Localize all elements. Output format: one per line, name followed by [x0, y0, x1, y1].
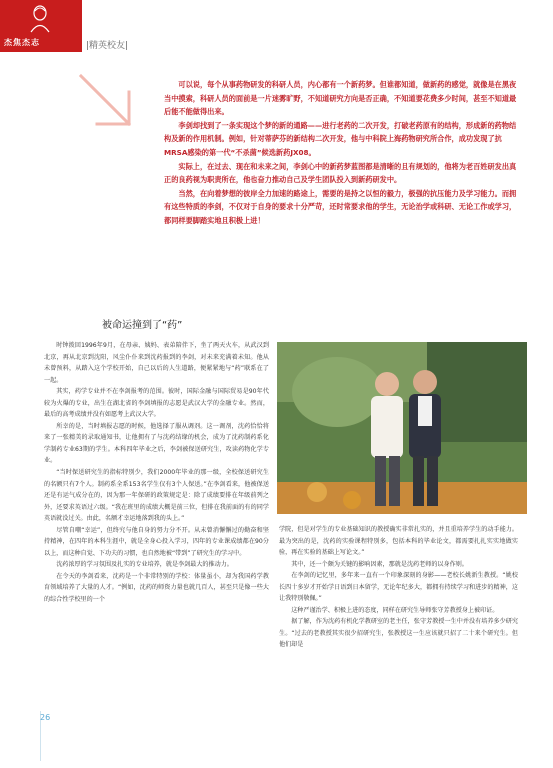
- body-paragraph: 这种严谨治学、积极上进的态度，同样在研究生导师张守芳教授身上被印证。: [291, 606, 499, 614]
- body-paragraph: 据了解，作为沈药有机化学教研室的老主任，张守芳教授一生中并没有培养多少研究生。“过去的老教授其实很少招研究生，张教授这一生应该就只招了二十来个研究生。但他们却是: [279, 618, 518, 649]
- body-paragraph: 学院，但是对学生的专业基础知识的教授确实非常扎实的，并且重培养学生的动手能力。最为突出的是，沈药的实验课程特别多，包括本科的毕业论文，都需要扎扎实实地做实验，再在实验的基础上写论文。”: [279, 526, 518, 557]
- body-column-left: [44, 340, 269, 606]
- body-paragraph: 尽管自嘲“幸运”，但终究与他自身的努力分不开。从未曾消懈懈过的勤奋和坚持精神，在四年的本科生涯中，就是全身心投入学习，四年的专业课成绩都在90分以上，而这种自觉、下功夫的习惯，也自然地被“带到”了研究生的学习中。: [44, 526, 269, 557]
- page-number: 26: [40, 713, 51, 722]
- body-paragraph: 所幸的是，当时填报志愿的时候，他选择了服从调剂。这一调剂，沈药恰恰将来了一张精美的录取通知书，让他拥有了与沈药结缘的机会，成为了沈药制药系化学制药专业63期的学生。本科四年毕业之后，李剑被保送研究生，攻读药物化学专业。: [44, 422, 269, 465]
- photo-two-men: [277, 342, 527, 514]
- body-column-right: [279, 524, 518, 651]
- portrait-icon: [28, 3, 52, 33]
- body-paragraph: 其实，药学专业并不在李剑报考的范围。彼时，国际金融与国际贸易是90年代较为火爆的专业，出生在湖北省的李剑填报的志愿是武汉大学的金融专业。然而，最后的高考成绩并没有如愿考上武汉大学。: [44, 388, 269, 419]
- intro-block: [164, 78, 520, 228]
- intro-paragraph: 可以说，每个从事药物研发的科研人员，内心都有一个新药梦。但谁都知道，做新药的感觉，就像是在黑夜当中摸索，科研人员的面前是一片迷雾旷野，不知道研究方向是否正确，不知道要花费多少时间，甚至不知道最后能不能做得出来。: [164, 80, 517, 117]
- section-headline: 被命运撞到了“药”: [102, 320, 183, 331]
- body-paragraph: “当时保送研究生的指标特别少，我们2000年毕业的那一级，全校保送研究生的名额只有7个人。制药系全系153名学生仅有3个人保送。”在李剑看来，他被保送还是有运气成分在的，因为那一年保研的政策规定是：除了成绩要排在年级前列之外，还要求英语过六级。“我在班里的成绩大概是前三位，但排在我前面的有的同学英语就没过关。由此，名额才幸运地落到我的头上。”: [44, 469, 269, 523]
- body-paragraph: 在李剑的记忆里，多年来一直有一个印象深刻的身影——老校长姚新生教授。“姚校长四十多岁才开始学日语到日本留学，无论年纪多大，都拥有持续学习和进步的精神，这让我特别敬佩。”: [279, 572, 518, 603]
- intro-paragraph: 李剑却找到了一条实现这个梦的新的通路——进行老药的二次开发，打破老药原有的结构，形成新的药物结构及新的作用机制。例如，针对蒂萨芬的新结构二次开发，他与中科院上海药物研究所合作，成功发现了抗MRSA感染的第一代“不杀菌”候选新药JX08。: [164, 120, 517, 157]
- body-paragraph: 沈药浓厚的学习氛围及扎实的专业培养，就是李剑最大的推动力。: [56, 561, 233, 569]
- body-paragraph: 在令天的李剑看来，沈药是一个非常特别的学校：体量虽小，却为我国药学教育领域培养了大量的人才。“例如，沈药的师资力量也就几百人，甚至只是像一些大的综合性学校里的一个: [44, 572, 269, 604]
- intro-paragraph: 实际上，在过去、现在和未来之间，李剑心中的新药梦蓝图都是清晰的且有规划的，他将为老百姓研发出真正的良药视为职责所在，他也奋力推动自己及学生团队投入到新药研发中。: [164, 161, 517, 185]
- down-right-arrow-icon: [75, 70, 141, 136]
- magazine-logo: [0, 0, 82, 52]
- intro-paragraph: 当然，在向着梦想的彼岸全力加速的路途上，需要的是持之以恒的毅力，极强的抗压能力及学习能力。而拥有这些特质的李剑，不仅对于自身的要求十分严苛，还时常要求他的学生，无论治学或科研、无论工作或学习，都同样要脚踏实地且积极上进！: [164, 188, 517, 225]
- section-label: |精英校友|: [86, 41, 129, 51]
- body-paragraph: 时钟拨回1996年9月，在母亲、姨妈、表弟陪伴下，坐了两天火车，从武汉到北京，再从北京到沈阳，风尘仆仆来到沈药报到的李剑，对未来充满着未知。他从未曾预料，从踏入这个学校开始，自己以后的人生道路，便紧紧地与“药”联系在了一起。: [44, 342, 269, 384]
- logo-text: 杰焦杰志: [4, 37, 40, 47]
- body-paragraph: 其中，还一个颇为关键的影响因素，那就是沈药老师的以身作则。: [291, 560, 468, 568]
